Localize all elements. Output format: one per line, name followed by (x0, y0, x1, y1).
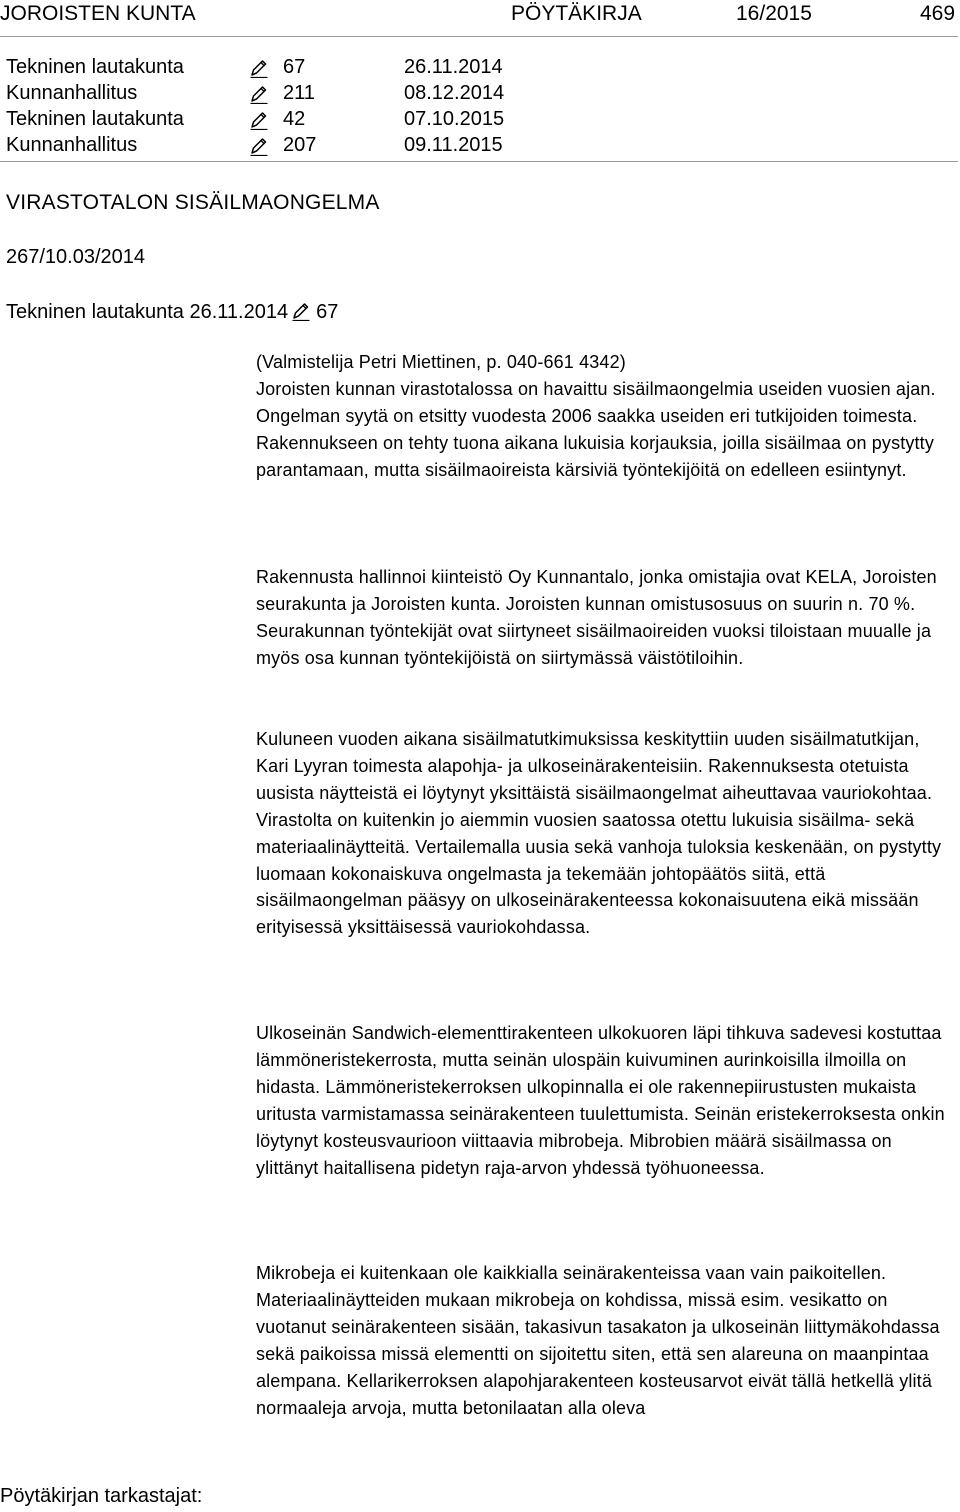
history-date: 09.11.2015 (404, 134, 503, 156)
history-number: 211 (283, 82, 315, 104)
body-paragraph (256, 349, 956, 484)
history-row (6, 80, 706, 106)
page-number: 469 (920, 2, 956, 25)
pen-icon (250, 84, 268, 104)
history-date: 08.12.2014 (404, 82, 505, 104)
paragraph-text: Ulkoseinän Sandwich-elementtirakenteen ulkokuoren läpi tihkuva sadevesi kostuttaa lämmöneristekerrosta, mutta seinän ulospäin kuivuminen aurinkoisilla ilmoilla on hidasta. Lämmöneristekerroksen ulkopinnalla ei ole rakennepiirustusten mukaista uritusta varmistamassa seinärakenteen tuulettumista. Seinän eristekerroksesta onkin löytynyt kosteusvaurioon viittaavia mibrobeja. Mibrobien määrä sisäilmassa on ylittänyt haitallisena pidetyn raja-arvon yhdessä työhuoneessa. (256, 1023, 945, 1178)
history-number: 42 (283, 108, 306, 130)
history-row (6, 132, 706, 158)
pen-icon (250, 58, 268, 78)
header-divider (0, 36, 958, 37)
history-body: Tekninen lautakunta (6, 56, 184, 78)
paragraph-text: (Valmistelija Petri Miettinen, p. 040-661 4342) Joroisten kunnan virastotalossa on havaittu sisäilmaongelmia useiden vuosien ajan. Ongelman syytä on etsitty vuodesta 2006 saakka useiden eri tutkijoiden toimesta. Rakennukseen on tehty tuona aikana lukuisia korjauksia, joilla sisäilmaa on pystytty parantamaan, mutta sisäilmaoireista kärsiviä työntekijöitä on edelleen esiintynyt. (256, 352, 936, 480)
history-divider (0, 161, 958, 162)
meeting-line (6, 298, 338, 325)
paragraph-text: Mikrobeja ei kuitenkaan ole kaikkialla seinärakenteissa vaan vain paikoitellen. Materiaalinäytteiden mukaan mikrobeja on kohdissa, missä esim. vesikatto on vuotanut seinärakenteen sisään, takasivun tasakaton ja ulkoseinän liittymäkohdassa sekä paikoissa missä elementti on sijoitettu siten, että sen alareuna on maanpintaa alempana. Kellarikerroksen alapohjarakenteen kosteusarvot eivät tällä hetkellä ylitä normaaleja arvoja, mutta betonilaatan alla oleva (256, 1263, 940, 1418)
page-reference: 16/2015 (736, 2, 812, 25)
organization-name: JOROISTEN KUNTA (0, 2, 196, 25)
history-body: Tekninen lautakunta (6, 108, 184, 130)
meeting-number: 67 (316, 301, 339, 323)
history-date: 07.10.2015 (404, 108, 505, 130)
paragraph-text: Kuluneen vuoden aikana sisäilmatutkimuksissa keskityttiin uuden sisäilmatutkijan, Kari Lyyran toimesta alapohja- ja ulkoseinärakenteisiin. Rakennuksesta otetuista uusista näytteistä ei löytynyt yksittäistä sisäilmaongelmat aiheuttavaa vauriokohtaa. Virastolta on kuitenkin jo aiemmin vuosien saatossa otettu lukuisia sisäilma- sekä materiaalinäytteitä. Vertailemalla uusia sekä vanhoja tuloksia keskenään, on pystytty luomaan kokonaiskuva ongelmasta ja tekemään johtopäätös siitä, että sisäilmaongelman pääsyy on ulkoseinärakenteessa kokonaisuutena eikä missään erityisessä yksittäisessä vauriokohdassa. (256, 729, 942, 938)
history-body: Kunnanhallitus (6, 82, 138, 104)
pen-icon (292, 301, 310, 321)
pen-icon (250, 136, 268, 156)
minutes-checkers-label: Pöytäkirjan tarkastajat: (0, 1485, 203, 1507)
history-body: Kunnanhallitus (6, 134, 138, 156)
body-paragraph (256, 1020, 956, 1181)
reference-code: 267/10.03/2014 (6, 246, 146, 268)
history-number: 207 (283, 134, 317, 156)
history-number: 67 (283, 56, 306, 78)
history-row (6, 106, 706, 132)
meeting-label: Tekninen lautakunta 26.11.2014 (6, 301, 289, 323)
pen-icon (250, 110, 268, 130)
history-row (6, 54, 706, 80)
body-paragraph (256, 1260, 956, 1421)
paragraph-text: Rakennusta hallinnoi kiinteistö Oy Kunnantalo, jonka omistajia ovat KELA, Joroisten seurakunta ja Joroisten kunta. Joroisten kunnan omistusosuus on suurin n. 70 %. Seurakunnan työntekijät ovat siirtyneet sisäilmaoireiden vuoksi tiloistaan muualle ja myös osa kunnan työntekijöistä on siirtymässä väistötiloihin. (256, 567, 937, 668)
section-title: VIRASTOTALON SISÄILMAONGELMA (6, 191, 380, 214)
body-paragraph (256, 564, 956, 672)
body-paragraph (256, 726, 956, 941)
history-date: 26.11.2014 (404, 56, 503, 78)
document-type: PÖYTÄKIRJA (511, 2, 642, 25)
